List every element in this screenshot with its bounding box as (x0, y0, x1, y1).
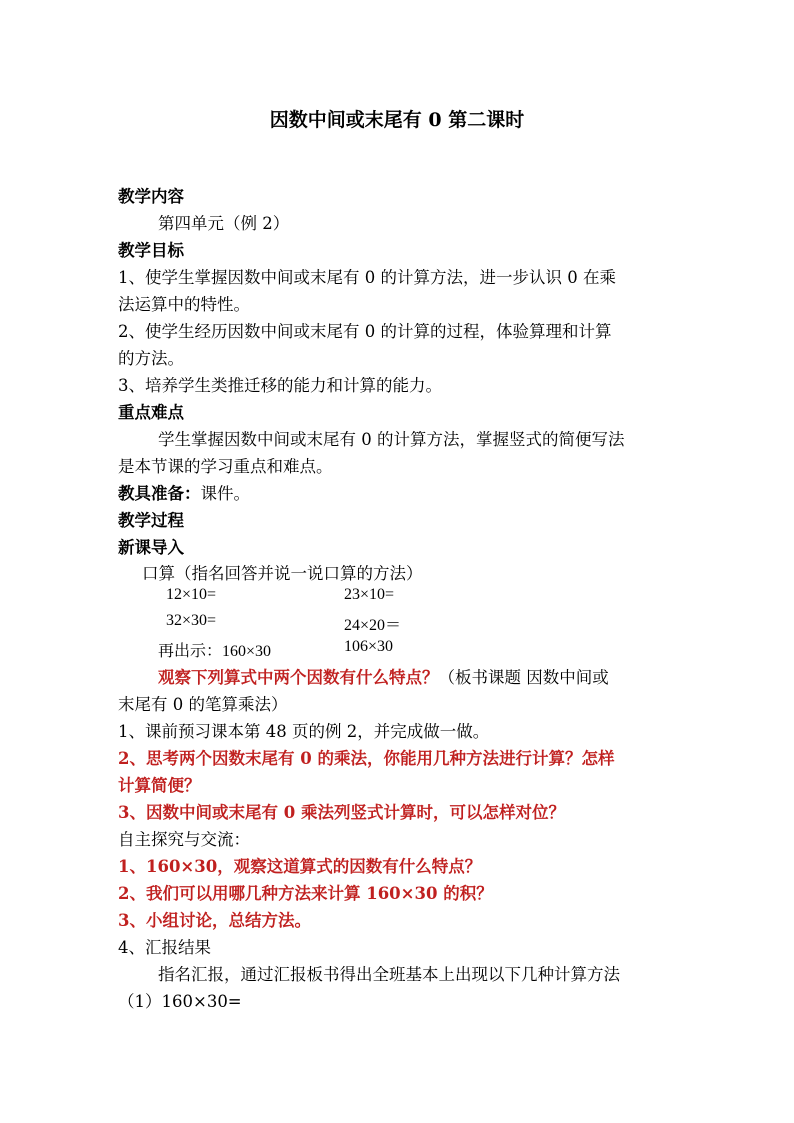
step-3: 3、因数中间或末尾有 0 乘法列竖式计算时，可以怎样对位？ (118, 803, 565, 822)
oral-calc-4: 24×20＝ (344, 617, 402, 634)
teaching-aids (118, 480, 250, 504)
key-points-line-2: 是本节课的学习重点和难点。 (118, 457, 333, 476)
oral-calc-1: 12×10= (166, 586, 217, 603)
goal-2-line-2: 的方法。 (118, 349, 184, 368)
oral-calc-2: 23×10= (344, 586, 395, 603)
explore-heading: 自主探究与交流： (118, 830, 250, 849)
goal-1-line-2: 法运算中的特性。 (118, 295, 250, 314)
explore-question-4: 4、汇报结果 (118, 938, 211, 957)
heading-new-lesson-intro: 新课导入 (118, 538, 184, 557)
key-points-line-1: 学生掌握因数中间或末尾有 0 的计算方法，掌握竖式的简便写法 (158, 430, 625, 449)
show-again-value: 106×30 (344, 638, 394, 655)
goal-3: 3、培养学生类推迁移的能力和计算的能力。 (118, 376, 442, 395)
explore-question-2: 2、我们可以用哪几种方法来计算 160×30 的积？ (118, 884, 493, 903)
goal-1-line-1: 1、使学生掌握因数中间或末尾有 0 的计算方法，进一步认识 0 在乘 (118, 268, 616, 287)
step-1: 1、课前预习课本第 48 页的例 2，并完成做一做。 (118, 722, 490, 741)
heading-teaching-content: 教学内容 (118, 187, 184, 206)
oral-calculation-intro: 口算（指名回答并说一说口算的方法） (142, 564, 423, 583)
heading-teaching-process: 教学过程 (118, 511, 184, 530)
step-2-line-1: 2、思考两个因数末尾有 0 的乘法，你能用几种方法进行计算？怎样 (118, 749, 615, 768)
heading-teaching-goals: 教学目标 (118, 241, 184, 260)
report-text: 指名汇报，通过汇报板书得出全班基本上出现以下几种计算方法 (158, 965, 620, 984)
show-again-label: 再出示：160×30 (158, 643, 272, 660)
teaching-content-text: 第四单元（例 2） (158, 214, 290, 233)
step-2-line-2: 计算简便？ (118, 776, 201, 795)
explore-question-1: 1、160×30，观察这道算式的因数有什么特点？ (118, 857, 482, 876)
method-1: （1）160×30= (118, 992, 242, 1011)
observe-question-line-1 (158, 664, 609, 688)
explore-question-3: 3、小组讨论，总结方法。 (118, 911, 311, 930)
observe-question-line-2: 末尾有 0 的笔算乘法） (118, 695, 288, 714)
teaching-aids-label: 教具准备： (118, 484, 201, 503)
observe-question: 观察下列算式中两个因数有什么特点？ (158, 668, 439, 687)
teaching-aids-value: 课件。 (200, 484, 250, 503)
oral-calc-3: 32×30= (166, 612, 217, 629)
heading-key-points: 重点难点 (118, 403, 184, 422)
page-title: 因数中间或末尾有 0 第二课时 (269, 109, 525, 131)
observe-note: （板书课题 因数中间或 (438, 668, 609, 687)
goal-2-line-1: 2、使学生经历因数中间或末尾有 0 的计算的过程，体验算理和计算 (118, 322, 612, 341)
